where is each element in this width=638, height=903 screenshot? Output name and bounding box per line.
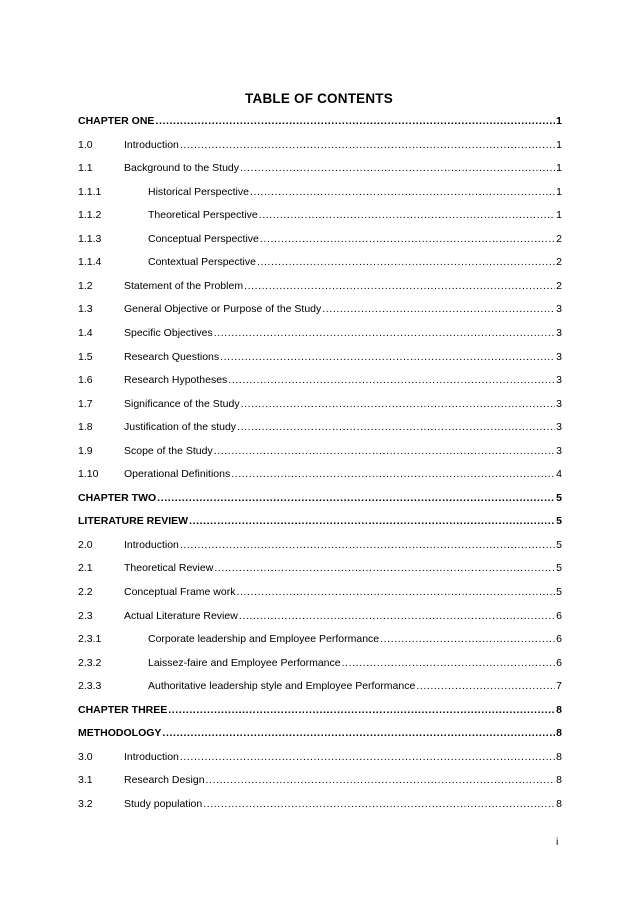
toc-entry-page: 8	[556, 751, 562, 763]
toc-entry-page: 1	[556, 139, 562, 151]
toc-entry[interactable]	[78, 561, 562, 575]
dot-leader	[250, 185, 555, 199]
toc-entry-page: 8	[556, 727, 562, 739]
toc-entry-title: Scope of the Study	[124, 445, 213, 457]
toc-entry-number: 2.3.1	[78, 633, 102, 645]
toc-entry-title: Authoritative leadership style and Employee Performance	[148, 680, 416, 692]
toc-entry-page: 2	[556, 280, 562, 292]
toc-entry-title: Research Design	[124, 774, 205, 786]
toc-entry-number: 1.10	[78, 468, 99, 480]
toc-entry-title: Introduction	[124, 139, 179, 151]
dot-leader	[257, 255, 555, 269]
toc-entry-number: 2.3	[78, 610, 93, 622]
toc-entry-title: Contextual Perspective	[148, 256, 256, 268]
toc-entry[interactable]	[78, 232, 562, 246]
toc-entry[interactable]	[78, 397, 562, 411]
toc-entry-number: 1.6	[78, 374, 93, 386]
page-title: TABLE OF CONTENTS	[245, 91, 393, 106]
toc-entry-page: 1	[556, 162, 562, 174]
toc-entry[interactable]	[78, 679, 562, 693]
toc-entry-title: LITERATURE REVIEW	[78, 515, 189, 527]
toc-entry-page: 3	[556, 327, 562, 339]
toc-entry[interactable]	[78, 467, 562, 481]
toc-entry[interactable]	[78, 656, 562, 670]
toc-entry[interactable]	[78, 373, 562, 387]
toc-entry-page: 6	[556, 610, 562, 622]
page-number: i	[556, 836, 559, 848]
dot-leader	[322, 302, 555, 316]
toc-entry-title: Theoretical Review	[124, 562, 214, 574]
dot-leader	[162, 726, 555, 740]
dot-leader	[260, 232, 555, 246]
toc-entry[interactable]	[78, 326, 562, 340]
toc-chapter-heading[interactable]	[78, 703, 562, 717]
toc-entry-title: Historical Perspective	[148, 186, 249, 198]
toc-entry-number: 1.3	[78, 303, 93, 315]
dot-leader	[239, 609, 555, 623]
toc-entry[interactable]	[78, 350, 562, 364]
toc-entry-title: Justification of the study	[124, 421, 237, 433]
toc-entry-number: 2.1	[78, 562, 93, 574]
toc-entry-page: 3	[556, 421, 562, 433]
dot-leader	[244, 279, 555, 293]
toc-entry-page: 6	[556, 633, 562, 645]
toc-entry-title: Statement of the Problem	[124, 280, 244, 292]
toc-entry-number: 1.8	[78, 421, 93, 433]
toc-entry-page: 5	[556, 539, 562, 551]
toc-entry[interactable]	[78, 632, 562, 646]
toc-entry-title: Conceptual Perspective	[148, 233, 259, 245]
toc-entry-page: 5	[556, 515, 562, 527]
toc-entry[interactable]	[78, 161, 562, 175]
toc-entry-page: 8	[556, 798, 562, 810]
toc-entry-number: 1.9	[78, 445, 93, 457]
toc-entry-title: Background to the Study	[124, 162, 239, 174]
dot-leader	[240, 161, 555, 175]
toc-entry-title: Actual Literature Review	[124, 610, 238, 622]
toc-entry-number: 1.7	[78, 398, 93, 410]
toc-entry[interactable]	[78, 208, 562, 222]
toc-entry[interactable]	[78, 538, 562, 552]
toc-entry-page: 8	[556, 704, 562, 716]
toc-entry[interactable]	[78, 773, 562, 787]
toc-entry-number: 2.3.3	[78, 680, 102, 692]
dot-leader	[206, 773, 555, 787]
dot-leader	[220, 350, 555, 364]
toc-entry-page: 5	[556, 586, 562, 598]
toc-entry-title: CHAPTER ONE	[78, 115, 155, 127]
dot-leader	[180, 138, 555, 152]
toc-entry-number: 1.2	[78, 280, 93, 292]
toc-entry[interactable]	[78, 444, 562, 458]
toc-entry-title: CHAPTER THREE	[78, 704, 168, 716]
toc-entry[interactable]	[78, 420, 562, 434]
dot-leader	[189, 514, 555, 528]
toc-entry[interactable]	[78, 609, 562, 623]
dot-leader	[168, 703, 555, 717]
dot-leader	[241, 397, 555, 411]
dot-leader	[380, 632, 555, 646]
toc-entry-number: 2.0	[78, 539, 93, 551]
toc-entry-title: Introduction	[124, 539, 179, 551]
toc-entry-page: 3	[556, 398, 562, 410]
toc-entry-page: 3	[556, 374, 562, 386]
toc-entry-page: 1	[556, 186, 562, 198]
toc-entry-title: Operational Definitions	[124, 468, 231, 480]
dot-leader	[214, 561, 555, 575]
toc-entry[interactable]	[78, 185, 562, 199]
toc-chapter-heading[interactable]	[78, 491, 562, 505]
toc-entry-number: 1.1.3	[78, 233, 102, 245]
dot-leader	[237, 420, 555, 434]
toc-entry-title: Laissez-faire and Employee Performance	[148, 657, 341, 669]
toc-entry[interactable]	[78, 585, 562, 599]
toc-entry-page: 7	[556, 680, 562, 692]
toc-chapter-heading[interactable]	[78, 514, 562, 528]
toc-entry[interactable]	[78, 279, 562, 293]
toc-entry-number: 1.1.2	[78, 209, 102, 221]
toc-entry-title: Study population	[124, 798, 203, 810]
toc-entry-page: 3	[556, 445, 562, 457]
toc-entry-page: 5	[556, 492, 562, 504]
toc-entry-title: Significance of the Study	[124, 398, 240, 410]
toc-entry-number: 1.0	[78, 139, 93, 151]
toc-entry-number: 1.1.4	[78, 256, 102, 268]
toc-entry-title: Corporate leadership and Employee Performance	[148, 633, 380, 645]
dot-leader	[236, 585, 555, 599]
toc-chapter-heading[interactable]	[78, 114, 562, 128]
toc-entry[interactable]	[78, 138, 562, 152]
toc-entry[interactable]	[78, 797, 562, 811]
toc-entry-page: 1	[556, 115, 562, 127]
toc-entry-title: CHAPTER TWO	[78, 492, 157, 504]
toc-entry-page: 4	[556, 468, 562, 480]
toc-entry-number: 1.4	[78, 327, 93, 339]
dot-leader	[214, 326, 555, 340]
toc-entry-page: 6	[556, 657, 562, 669]
toc-entry-number: 1.5	[78, 351, 93, 363]
toc-entry[interactable]	[78, 302, 562, 316]
toc-entry[interactable]	[78, 255, 562, 269]
dot-leader	[180, 750, 555, 764]
toc-entry-title: Theoretical Perspective	[148, 209, 258, 221]
toc-entry-title: Conceptual Frame work	[124, 586, 236, 598]
toc-entry-title: Specific Objectives	[124, 327, 213, 339]
dot-leader	[155, 114, 555, 128]
toc-entry-number: 3.1	[78, 774, 93, 786]
toc-entry-number: 1.1.1	[78, 186, 102, 198]
dot-leader	[203, 797, 555, 811]
toc-entry-number: 3.2	[78, 798, 93, 810]
dot-leader	[214, 444, 555, 458]
dot-leader	[231, 467, 555, 481]
toc-entry[interactable]	[78, 750, 562, 764]
toc-entry-number: 2.2	[78, 586, 93, 598]
toc-entry-page: 2	[556, 256, 562, 268]
toc-entry-title: Research Hypotheses	[124, 374, 228, 386]
toc-entry-title: General Objective or Purpose of the Study	[124, 303, 322, 315]
dot-leader	[259, 208, 555, 222]
toc-entry-page: 3	[556, 351, 562, 363]
toc-entry-title: METHODOLOGY	[78, 727, 162, 739]
toc-entry-page: 5	[556, 562, 562, 574]
toc-entry-page: 8	[556, 774, 562, 786]
toc-chapter-heading[interactable]	[78, 726, 562, 740]
dot-leader	[180, 538, 555, 552]
toc-entry-number: 3.0	[78, 751, 93, 763]
toc-entry-page: 1	[556, 209, 562, 221]
toc-entry-number: 2.3.2	[78, 657, 102, 669]
toc-entry-page: 2	[556, 233, 562, 245]
toc-entry-number: 1.1	[78, 162, 93, 174]
toc-entry-title: Research Questions	[124, 351, 220, 363]
toc-entry-page: 3	[556, 303, 562, 315]
dot-leader	[228, 373, 555, 387]
dot-leader	[416, 679, 555, 693]
dot-leader	[157, 491, 555, 505]
toc-entry-title: Introduction	[124, 751, 179, 763]
dot-leader	[342, 656, 555, 670]
